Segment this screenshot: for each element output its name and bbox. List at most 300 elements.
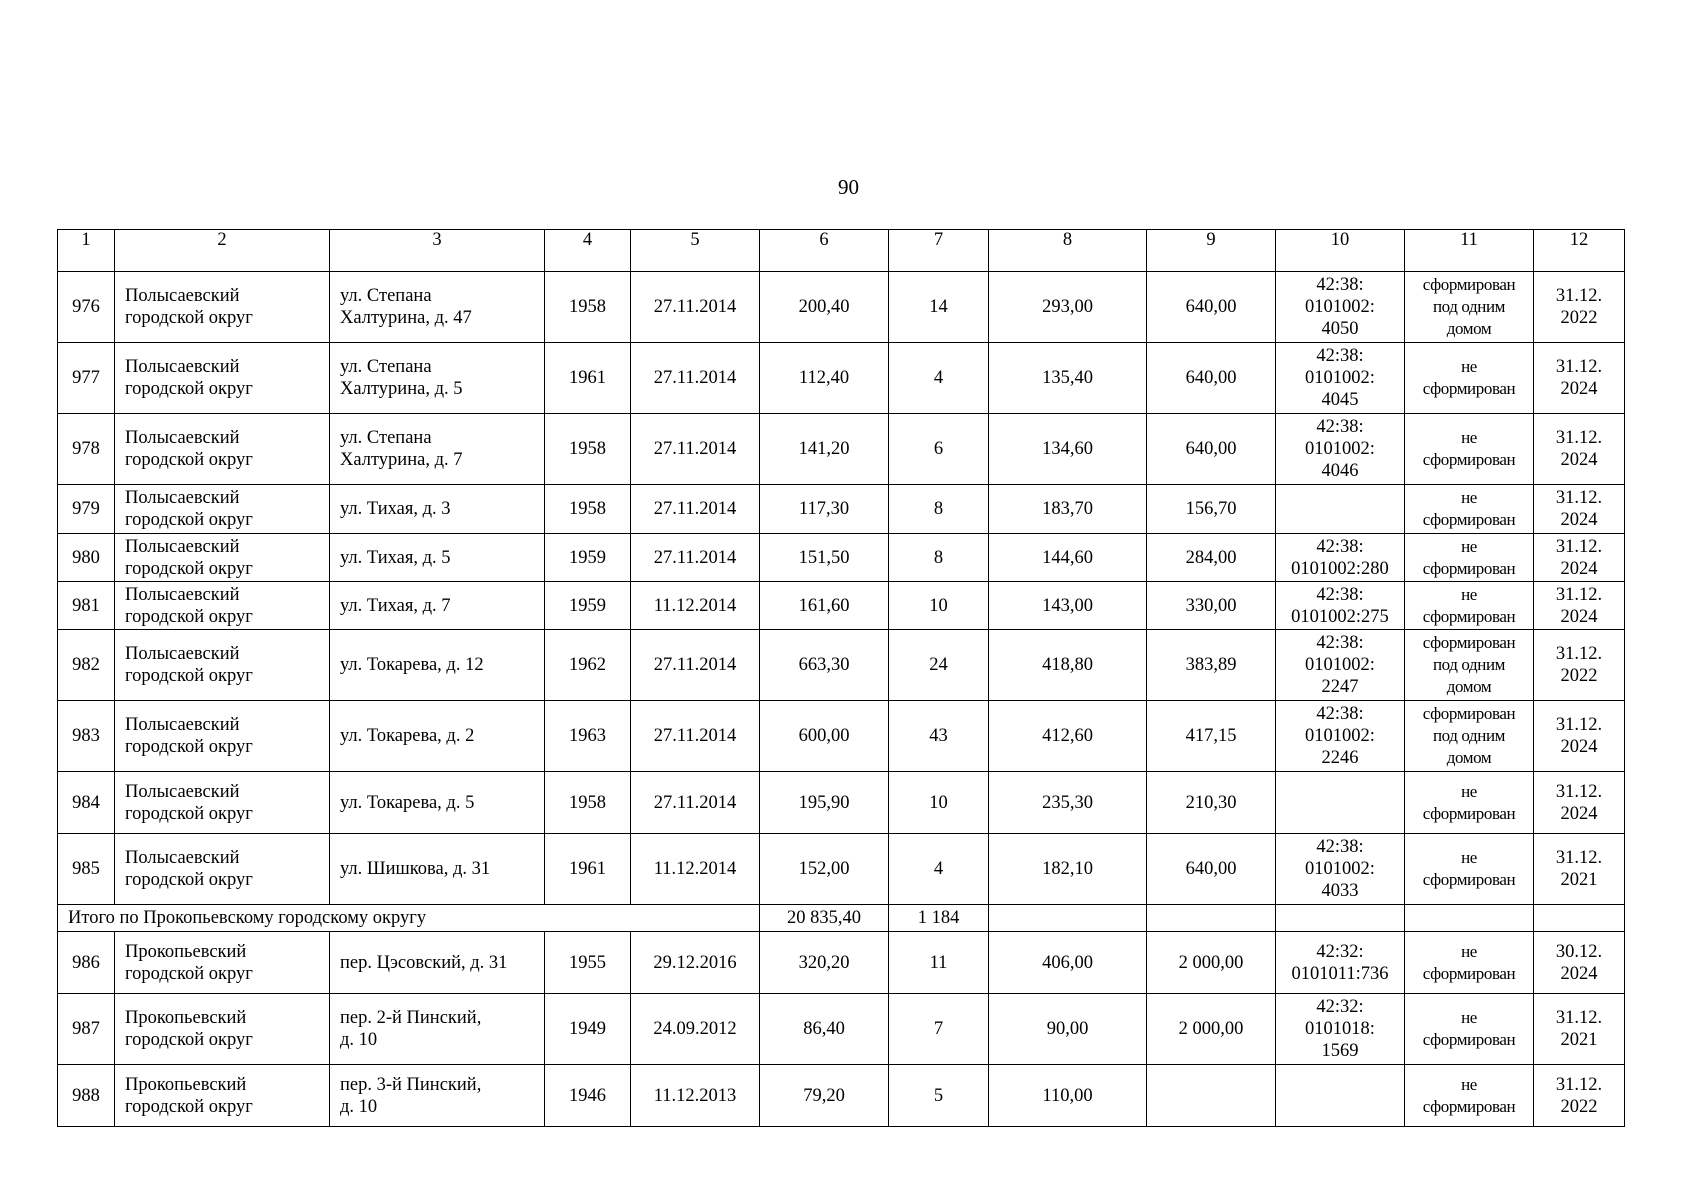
deadline-cell bbox=[1534, 994, 1625, 1065]
district-cell bbox=[115, 1065, 330, 1127]
deadline-line: 2024 bbox=[1560, 450, 1598, 470]
address-cell bbox=[330, 834, 545, 905]
status-cell bbox=[1405, 630, 1534, 701]
deadline-cell bbox=[1534, 1065, 1625, 1127]
address-line: пер. Цэсовский, д. 31 bbox=[340, 952, 508, 973]
year-cell: 1963 bbox=[545, 701, 631, 772]
cadastral-line: 2246 bbox=[1321, 748, 1359, 768]
cadastral-line: 42:32: bbox=[1316, 941, 1364, 962]
address-line: ул. Степана bbox=[340, 357, 432, 377]
deadline-cell bbox=[1534, 772, 1625, 834]
cadastral-line: 0101018: bbox=[1305, 1019, 1375, 1039]
row-number: 986 bbox=[58, 932, 115, 994]
col8-cell: 110,00 bbox=[989, 1065, 1147, 1127]
year-cell: 1949 bbox=[545, 994, 631, 1065]
status-line: сформирован bbox=[1422, 963, 1516, 983]
col8-cell: 90,00 bbox=[989, 994, 1147, 1065]
district-line: Полысаевский bbox=[125, 715, 240, 735]
area-cell: 79,20 bbox=[760, 1065, 889, 1127]
deadline-line: 31.12. bbox=[1555, 357, 1603, 377]
status-line: домом bbox=[1446, 677, 1492, 696]
status-line: сформирован bbox=[1422, 379, 1516, 398]
address-line: пер. 3-й Пинский, bbox=[340, 1074, 482, 1095]
cadastral-line: 4033 bbox=[1321, 881, 1359, 901]
cadastral-line: 0101002: bbox=[1305, 439, 1375, 459]
column-number: 4 bbox=[545, 230, 631, 272]
deadline-cell bbox=[1534, 343, 1625, 414]
status-cell bbox=[1405, 343, 1534, 414]
year-cell: 1958 bbox=[545, 272, 631, 343]
date-cell: 11.12.2014 bbox=[631, 582, 760, 630]
district-cell bbox=[115, 343, 330, 414]
year-cell: 1961 bbox=[545, 343, 631, 414]
deadline-cell bbox=[1534, 272, 1625, 343]
deadline-line: 2024 bbox=[1560, 510, 1598, 530]
status-line: под одним bbox=[1432, 655, 1506, 674]
row-number: 978 bbox=[58, 414, 115, 485]
table-row bbox=[58, 414, 1625, 485]
district-line: городской округ bbox=[125, 308, 253, 328]
address-line: ул. Степана bbox=[340, 286, 432, 306]
deadline-line: 31.12. bbox=[1555, 286, 1603, 306]
col9-cell: 2 000,00 bbox=[1147, 994, 1276, 1065]
date-cell: 27.11.2014 bbox=[631, 534, 760, 582]
year-cell: 1946 bbox=[545, 1065, 631, 1127]
date-cell: 27.11.2014 bbox=[631, 630, 760, 701]
deadline-line: 31.12. bbox=[1555, 428, 1603, 448]
district-line: городской округ bbox=[125, 666, 253, 686]
residents-cell: 10 bbox=[889, 772, 989, 834]
cadastral-line: 2247 bbox=[1321, 677, 1359, 697]
address-line: д. 10 bbox=[340, 1030, 378, 1050]
row-number: 984 bbox=[58, 772, 115, 834]
status-line: не bbox=[1461, 488, 1477, 507]
residents-cell: 6 bbox=[889, 414, 989, 485]
table-row bbox=[58, 630, 1625, 701]
cadastral-line: 4046 bbox=[1321, 461, 1359, 481]
date-cell: 11.12.2013 bbox=[631, 1065, 760, 1127]
total-row bbox=[58, 905, 1625, 932]
col8-cell: 418,80 bbox=[989, 630, 1147, 701]
col8-cell: 144,60 bbox=[989, 534, 1147, 582]
empty-cell bbox=[1405, 905, 1534, 932]
deadline-line: 2021 bbox=[1560, 870, 1598, 890]
col8-cell: 235,30 bbox=[989, 772, 1147, 834]
deadline-cell bbox=[1534, 534, 1625, 582]
table-row bbox=[58, 272, 1625, 343]
deadline-line: 2022 bbox=[1560, 1096, 1598, 1117]
area-cell: 112,40 bbox=[760, 343, 889, 414]
deadline-line: 31.12. bbox=[1555, 488, 1603, 508]
empty-cell bbox=[989, 905, 1147, 932]
year-cell: 1958 bbox=[545, 414, 631, 485]
status-line: под одним bbox=[1432, 726, 1506, 745]
address-cell bbox=[330, 414, 545, 485]
address-line: ул. Шишкова, д. 31 bbox=[340, 859, 491, 879]
address-cell bbox=[330, 1065, 545, 1127]
column-number: 12 bbox=[1534, 230, 1625, 272]
row-number: 985 bbox=[58, 834, 115, 905]
cadastral-line: 0101002:280 bbox=[1291, 558, 1389, 579]
date-cell: 27.11.2014 bbox=[631, 343, 760, 414]
row-number: 983 bbox=[58, 701, 115, 772]
cadastral-line: 0101002: bbox=[1305, 297, 1375, 317]
area-cell: 320,20 bbox=[760, 932, 889, 994]
cadastral-line: 42:38: bbox=[1316, 584, 1364, 605]
deadline-cell bbox=[1534, 834, 1625, 905]
status-cell bbox=[1405, 582, 1534, 630]
district-line: городской округ bbox=[125, 803, 253, 824]
year-cell: 1961 bbox=[545, 834, 631, 905]
cadastral-line: 0101002: bbox=[1305, 655, 1375, 675]
district-cell bbox=[115, 994, 330, 1065]
col9-cell: 640,00 bbox=[1147, 834, 1276, 905]
address-line: Халтурина, д. 7 bbox=[340, 450, 463, 470]
status-cell bbox=[1405, 701, 1534, 772]
district-line: Прокопьевский bbox=[125, 1074, 247, 1095]
cadastral-line: 42:38: bbox=[1316, 633, 1364, 653]
table-row bbox=[58, 582, 1625, 630]
cadastral-cell bbox=[1276, 1065, 1405, 1127]
residents-cell: 4 bbox=[889, 834, 989, 905]
status-cell bbox=[1405, 1065, 1534, 1127]
status-cell bbox=[1405, 485, 1534, 534]
cadastral-cell bbox=[1276, 272, 1405, 343]
district-line: городской округ bbox=[125, 558, 253, 579]
column-number: 2 bbox=[115, 230, 330, 272]
deadline-line: 2024 bbox=[1560, 606, 1598, 627]
address-line: ул. Степана bbox=[340, 428, 432, 448]
table-row bbox=[58, 534, 1625, 582]
total-residents: 1 184 bbox=[889, 905, 989, 932]
cadastral-cell bbox=[1276, 414, 1405, 485]
cadastral-line: 42:38: bbox=[1316, 536, 1364, 557]
col9-cell: 417,15 bbox=[1147, 701, 1276, 772]
cadastral-line: 42:32: bbox=[1316, 997, 1364, 1017]
address-cell bbox=[330, 630, 545, 701]
date-cell: 29.12.2016 bbox=[631, 932, 760, 994]
area-cell: 152,00 bbox=[760, 834, 889, 905]
total-label: Итого по Прокопьевскому городскому округу bbox=[58, 905, 760, 932]
district-line: Полысаевский bbox=[125, 357, 240, 377]
district-line: Полысаевский bbox=[125, 848, 240, 868]
status-line: сформирован bbox=[1422, 803, 1516, 823]
cadastral-line: 42:38: bbox=[1316, 704, 1364, 724]
residents-cell: 43 bbox=[889, 701, 989, 772]
status-line: не bbox=[1461, 428, 1477, 447]
status-line: сформирован bbox=[1422, 275, 1516, 294]
deadline-line: 2022 bbox=[1560, 666, 1598, 686]
address-cell bbox=[330, 343, 545, 414]
district-line: Полысаевский bbox=[125, 488, 240, 508]
table-row bbox=[58, 485, 1625, 534]
status-line: сформирован bbox=[1422, 450, 1516, 469]
district-cell bbox=[115, 582, 330, 630]
address-cell bbox=[330, 272, 545, 343]
cadastral-cell bbox=[1276, 485, 1405, 534]
column-number: 1 bbox=[58, 230, 115, 272]
cadastral-cell bbox=[1276, 343, 1405, 414]
residents-cell: 11 bbox=[889, 932, 989, 994]
column-number: 11 bbox=[1405, 230, 1534, 272]
col8-cell: 293,00 bbox=[989, 272, 1147, 343]
area-cell: 117,30 bbox=[760, 485, 889, 534]
cadastral-cell bbox=[1276, 534, 1405, 582]
deadline-line: 2024 bbox=[1560, 737, 1598, 757]
district-line: городской округ bbox=[125, 963, 253, 984]
col9-cell: 640,00 bbox=[1147, 343, 1276, 414]
district-line: городской округ bbox=[125, 737, 253, 757]
status-line: не bbox=[1461, 357, 1477, 376]
empty-cell bbox=[1276, 905, 1405, 932]
status-cell bbox=[1405, 834, 1534, 905]
col9-cell: 383,89 bbox=[1147, 630, 1276, 701]
column-number: 7 bbox=[889, 230, 989, 272]
cadastral-cell bbox=[1276, 582, 1405, 630]
cadastral-line: 4045 bbox=[1321, 390, 1359, 410]
address-line: ул. Токарева, д. 12 bbox=[340, 655, 484, 675]
column-number: 5 bbox=[631, 230, 760, 272]
district-line: городской округ bbox=[125, 606, 253, 627]
area-cell: 141,20 bbox=[760, 414, 889, 485]
area-cell: 151,50 bbox=[760, 534, 889, 582]
status-cell bbox=[1405, 772, 1534, 834]
cadastral-cell bbox=[1276, 834, 1405, 905]
status-cell bbox=[1405, 414, 1534, 485]
address-cell bbox=[330, 534, 545, 582]
address-cell bbox=[330, 994, 545, 1065]
address-cell bbox=[330, 932, 545, 994]
address-cell bbox=[330, 772, 545, 834]
table-row bbox=[58, 1065, 1625, 1127]
total-area: 20 835,40 bbox=[760, 905, 889, 932]
address-cell bbox=[330, 582, 545, 630]
col8-cell: 182,10 bbox=[989, 834, 1147, 905]
housing-table bbox=[57, 229, 1625, 1127]
status-line: сформирован bbox=[1422, 704, 1516, 723]
date-cell: 27.11.2014 bbox=[631, 772, 760, 834]
status-line: не bbox=[1461, 1008, 1477, 1027]
address-cell bbox=[330, 485, 545, 534]
cadastral-cell bbox=[1276, 630, 1405, 701]
district-cell bbox=[115, 834, 330, 905]
district-cell bbox=[115, 534, 330, 582]
district-line: Прокопьевский bbox=[125, 941, 247, 962]
status-line: не bbox=[1461, 1074, 1477, 1094]
status-cell bbox=[1405, 534, 1534, 582]
status-line: не bbox=[1461, 848, 1477, 867]
address-line: Халтурина, д. 5 bbox=[340, 379, 463, 399]
column-number: 9 bbox=[1147, 230, 1276, 272]
col9-cell: 2 000,00 bbox=[1147, 932, 1276, 994]
status-line: домом bbox=[1446, 748, 1492, 767]
date-cell: 24.09.2012 bbox=[631, 994, 760, 1065]
area-cell: 86,40 bbox=[760, 994, 889, 1065]
deadline-line: 31.12. bbox=[1555, 848, 1603, 868]
col9-cell: 210,30 bbox=[1147, 772, 1276, 834]
address-line: ул. Тихая, д. 7 bbox=[340, 595, 451, 616]
cadastral-cell bbox=[1276, 772, 1405, 834]
district-line: Полысаевский bbox=[125, 781, 240, 802]
cadastral-line: 42:38: bbox=[1316, 837, 1364, 857]
status-line: под одним bbox=[1432, 297, 1506, 316]
status-cell bbox=[1405, 994, 1534, 1065]
district-line: Прокопьевский bbox=[125, 1008, 247, 1028]
district-line: городской округ bbox=[125, 870, 253, 890]
row-number: 979 bbox=[58, 485, 115, 534]
status-cell bbox=[1405, 272, 1534, 343]
status-line: сформирован bbox=[1422, 558, 1516, 578]
table-row bbox=[58, 343, 1625, 414]
district-cell bbox=[115, 701, 330, 772]
cadastral-line: 0101002:275 bbox=[1291, 606, 1389, 627]
residents-cell: 4 bbox=[889, 343, 989, 414]
col9-cell: 640,00 bbox=[1147, 414, 1276, 485]
cadastral-cell bbox=[1276, 701, 1405, 772]
address-line: пер. 2-й Пинский, bbox=[340, 1008, 482, 1028]
date-cell: 27.11.2014 bbox=[631, 701, 760, 772]
date-cell: 27.11.2014 bbox=[631, 485, 760, 534]
deadline-line: 2024 bbox=[1560, 558, 1598, 579]
col8-cell: 406,00 bbox=[989, 932, 1147, 994]
year-cell: 1962 bbox=[545, 630, 631, 701]
address-line: ул. Тихая, д. 5 bbox=[340, 547, 451, 568]
col9-cell: 640,00 bbox=[1147, 272, 1276, 343]
status-line: не bbox=[1461, 781, 1477, 801]
status-line: сформирован bbox=[1422, 1030, 1516, 1049]
residents-cell: 24 bbox=[889, 630, 989, 701]
year-cell: 1958 bbox=[545, 485, 631, 534]
year-cell: 1955 bbox=[545, 932, 631, 994]
row-number: 987 bbox=[58, 994, 115, 1065]
deadline-line: 2024 bbox=[1560, 803, 1598, 824]
cadastral-line: 42:38: bbox=[1316, 275, 1364, 295]
row-number: 977 bbox=[58, 343, 115, 414]
residents-cell: 10 bbox=[889, 582, 989, 630]
year-cell: 1958 bbox=[545, 772, 631, 834]
status-line: сформирован bbox=[1422, 870, 1516, 889]
empty-cell bbox=[1534, 905, 1625, 932]
district-line: Полысаевский bbox=[125, 644, 240, 664]
cadastral-line: 4050 bbox=[1321, 319, 1359, 339]
address-line: ул. Токарева, д. 5 bbox=[340, 792, 475, 813]
row-number: 981 bbox=[58, 582, 115, 630]
district-cell bbox=[115, 414, 330, 485]
area-cell: 161,60 bbox=[760, 582, 889, 630]
district-line: городской округ bbox=[125, 450, 253, 470]
col8-cell: 134,60 bbox=[989, 414, 1147, 485]
deadline-line: 2024 bbox=[1560, 379, 1598, 399]
page-number: 90 bbox=[838, 175, 859, 199]
area-cell: 200,40 bbox=[760, 272, 889, 343]
table-row bbox=[58, 994, 1625, 1065]
cadastral-line: 0101002: bbox=[1305, 368, 1375, 388]
deadline-line: 30.12. bbox=[1555, 941, 1603, 962]
address-line: Халтурина, д. 47 bbox=[340, 308, 472, 328]
status-line: не bbox=[1461, 536, 1477, 556]
district-cell bbox=[115, 630, 330, 701]
residents-cell: 8 bbox=[889, 534, 989, 582]
year-cell: 1959 bbox=[545, 582, 631, 630]
area-cell: 195,90 bbox=[760, 772, 889, 834]
status-line: сформирован bbox=[1422, 1096, 1516, 1116]
status-line: не bbox=[1461, 584, 1477, 604]
cadastral-line: 42:38: bbox=[1316, 417, 1364, 437]
date-cell: 27.11.2014 bbox=[631, 414, 760, 485]
column-number: 10 bbox=[1276, 230, 1405, 272]
address-line: д. 10 bbox=[340, 1096, 378, 1117]
table-row bbox=[58, 772, 1625, 834]
district-line: городской округ bbox=[125, 510, 253, 530]
district-line: городской округ bbox=[125, 379, 253, 399]
area-cell: 663,30 bbox=[760, 630, 889, 701]
deadline-cell bbox=[1534, 630, 1625, 701]
table-row bbox=[58, 701, 1625, 772]
status-line: не bbox=[1461, 941, 1477, 961]
deadline-line: 2022 bbox=[1560, 308, 1598, 328]
district-cell bbox=[115, 772, 330, 834]
residents-cell: 7 bbox=[889, 994, 989, 1065]
col8-cell: 135,40 bbox=[989, 343, 1147, 414]
deadline-cell bbox=[1534, 414, 1625, 485]
deadline-line: 31.12. bbox=[1555, 715, 1603, 735]
district-line: Полысаевский bbox=[125, 584, 240, 605]
row-number: 988 bbox=[58, 1065, 115, 1127]
deadline-line: 31.12. bbox=[1555, 536, 1603, 557]
district-line: городской округ bbox=[125, 1030, 253, 1050]
address-line: ул. Токарева, д. 2 bbox=[340, 726, 475, 746]
area-cell: 600,00 bbox=[760, 701, 889, 772]
col8-cell: 412,60 bbox=[989, 701, 1147, 772]
deadline-line: 31.12. bbox=[1555, 1074, 1603, 1095]
cadastral-line: 1569 bbox=[1321, 1041, 1359, 1061]
deadline-cell bbox=[1534, 582, 1625, 630]
row-number: 980 bbox=[58, 534, 115, 582]
deadline-line: 31.12. bbox=[1555, 1008, 1603, 1028]
status-line: сформирован bbox=[1422, 633, 1516, 652]
status-line: сформирован bbox=[1422, 510, 1516, 529]
residents-cell: 8 bbox=[889, 485, 989, 534]
residents-cell: 5 bbox=[889, 1065, 989, 1127]
cadastral-line: 0101002: bbox=[1305, 726, 1375, 746]
cadastral-cell bbox=[1276, 994, 1405, 1065]
row-number: 982 bbox=[58, 630, 115, 701]
col9-cell: 330,00 bbox=[1147, 582, 1276, 630]
column-number-row bbox=[58, 230, 1625, 272]
table-row bbox=[58, 834, 1625, 905]
district-line: городской округ bbox=[125, 1096, 253, 1117]
col9-cell bbox=[1147, 1065, 1276, 1127]
year-cell: 1959 bbox=[545, 534, 631, 582]
district-cell bbox=[115, 272, 330, 343]
status-cell bbox=[1405, 932, 1534, 994]
deadline-line: 31.12. bbox=[1555, 644, 1603, 664]
col9-cell: 156,70 bbox=[1147, 485, 1276, 534]
column-number: 3 bbox=[330, 230, 545, 272]
date-cell: 11.12.2014 bbox=[631, 834, 760, 905]
cadastral-line: 42:38: bbox=[1316, 346, 1364, 366]
district-line: Полысаевский bbox=[125, 286, 240, 306]
col8-cell: 143,00 bbox=[989, 582, 1147, 630]
empty-cell bbox=[1147, 905, 1276, 932]
date-cell: 27.11.2014 bbox=[631, 272, 760, 343]
deadline-cell bbox=[1534, 701, 1625, 772]
status-line: сформирован bbox=[1422, 606, 1516, 626]
cadastral-line: 0101011:736 bbox=[1291, 963, 1389, 984]
deadline-line: 2024 bbox=[1560, 963, 1598, 984]
deadline-line: 31.12. bbox=[1555, 781, 1603, 802]
deadline-cell bbox=[1534, 932, 1625, 994]
